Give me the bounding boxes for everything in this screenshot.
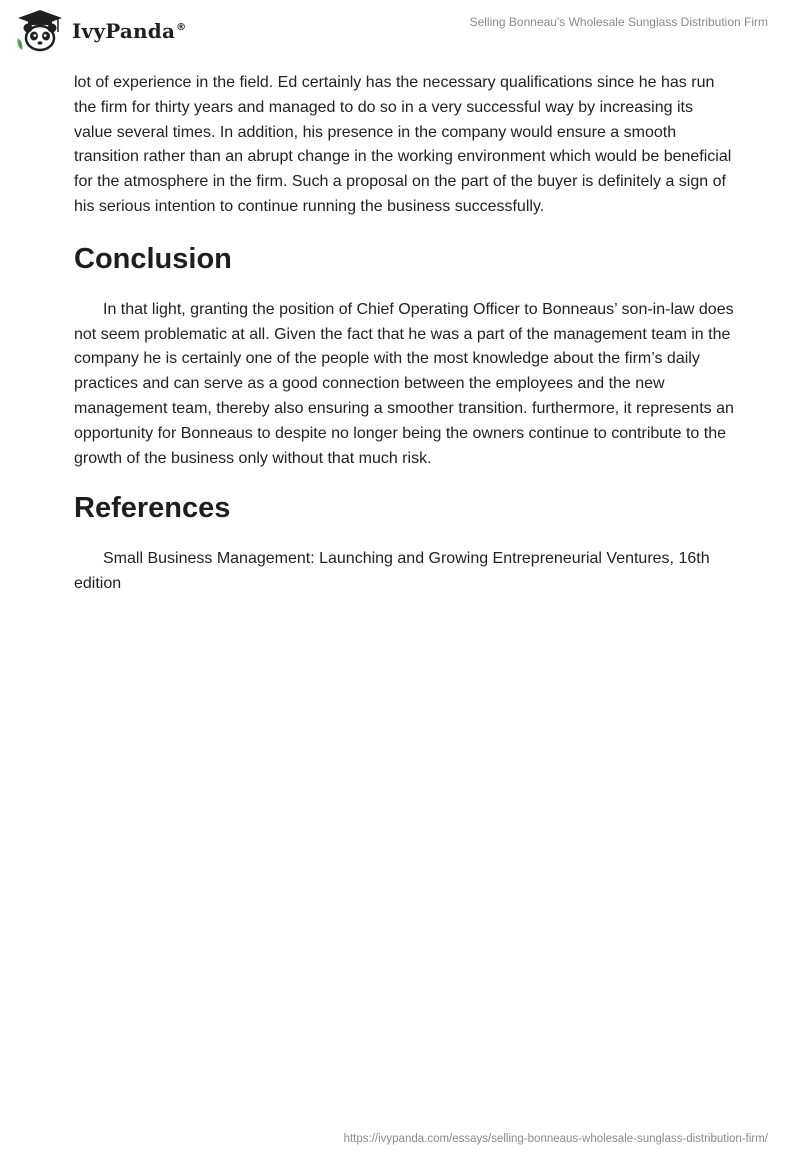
logo-text: IvyPanda® xyxy=(72,19,187,43)
source-url[interactable]: https://ivypanda.com/essays/selling-bonneaus-wholesale-sunglass-distribution-firm/ xyxy=(343,1133,768,1145)
ivypanda-logo[interactable] xyxy=(14,8,186,52)
intro-paragraph: lot of experience in the field. Ed certainly has the necessary qualifications since he has run the firm for thirty years and managed to do so in a very successful way by increasing its value several times. In addition, his presence in the company would ensure a smooth transition rather than an abrupt change in the working environment which would be beneficial for the atmosphere in the firm. Such a proposal on the part of the buyer is definitely a sign of his serious intention to continue running the business successfully. xyxy=(74,74,732,215)
references-heading: References xyxy=(74,492,231,525)
registered-mark: ® xyxy=(176,22,187,33)
document-title: Selling Bonneau's Wholesale Sunglass Distribution Firm xyxy=(469,15,768,29)
page-header xyxy=(0,0,800,60)
reference-item: Small Business Management: Launching and Growing Entrepreneurial Ventures, 16th edition xyxy=(74,550,710,593)
conclusion-paragraph: In that light, granting the position of Chief Operating Officer to Bonneaus’ son-in-law does not seem problematic at all. Given the fact that he was a part of the management team in the company he is certainly one of the people with the most knowledge about the firm’s daily practices and can serve as a good connection between the employees and the new management team, thereby also ensuring a smoother transition. furthermore, it represents an opportunity for Bonneaus to despite no longer being the owners continue to contribute to the growth of the business only without that much risk. xyxy=(74,300,734,467)
conclusion-heading: Conclusion xyxy=(74,242,232,275)
essay-content xyxy=(74,71,734,597)
panda-graduate-icon xyxy=(14,8,66,52)
